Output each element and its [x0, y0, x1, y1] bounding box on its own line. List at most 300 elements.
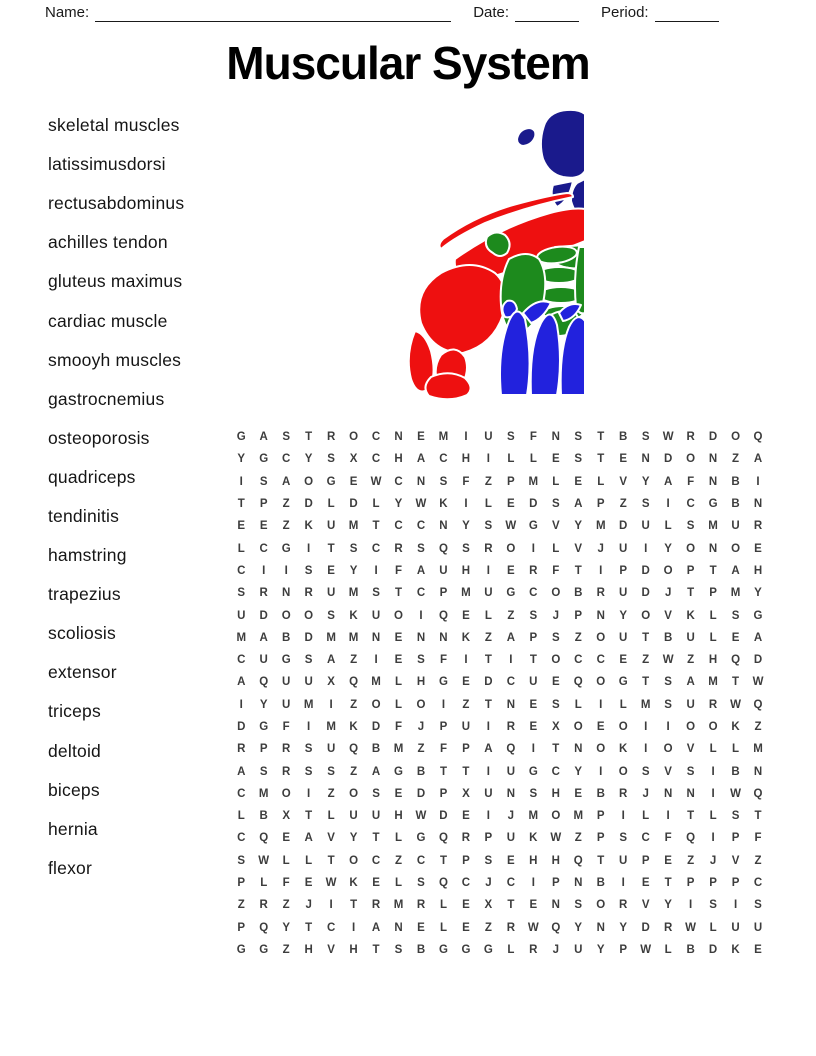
grid-letter: R — [304, 587, 313, 600]
grid-letter: V — [551, 520, 560, 533]
grid-letter: M — [326, 721, 336, 733]
grid-letter: B — [416, 943, 426, 956]
grid-letter: Z — [350, 765, 358, 778]
grid-letter: S — [259, 765, 268, 778]
grid-letter: O — [663, 743, 673, 756]
grid-letter: W — [415, 498, 427, 511]
grid-letter: L — [552, 475, 560, 488]
grid-row — [230, 627, 769, 649]
grid-letter: Y — [574, 921, 583, 934]
grid-letter: U — [326, 520, 336, 533]
grid-letter: I — [509, 654, 513, 667]
grid-letter: M — [528, 810, 539, 823]
grid-row — [230, 783, 769, 805]
grid-letter: C — [394, 475, 403, 488]
grid-row — [230, 894, 769, 916]
grid-letter: Y — [259, 698, 268, 711]
grid-letter: W — [662, 431, 674, 444]
grid-letter: J — [552, 943, 559, 956]
grid-letter: U — [506, 765, 516, 778]
grid-letter: F — [282, 721, 290, 733]
letter-grid — [230, 426, 769, 961]
grid-letter: M — [640, 698, 651, 711]
grid-letter: N — [282, 587, 291, 600]
grid-letter: P — [596, 810, 605, 823]
grid-letter: P — [596, 832, 605, 845]
grid-row — [230, 471, 769, 493]
grid-letter: E — [641, 877, 650, 890]
grid-letter: Q — [349, 676, 359, 689]
grid-letter: G — [438, 676, 448, 689]
grid-letter: L — [282, 854, 290, 867]
grid-letter: F — [439, 654, 447, 667]
grid-letter: A — [237, 765, 246, 778]
grid-letter: I — [486, 453, 490, 466]
grid-letter: M — [393, 899, 404, 912]
grid-letter: R — [619, 899, 628, 912]
word-list-item: biceps — [48, 779, 100, 800]
grid-letter: C — [237, 564, 246, 577]
grid-letter: Q — [753, 431, 763, 444]
grid-letter: O — [304, 609, 314, 622]
grid-letter: M — [438, 431, 449, 444]
grid-letter: U — [484, 587, 493, 600]
grid-letter: I — [486, 564, 490, 577]
grid-letter: R — [663, 921, 673, 934]
grid-letter: Y — [349, 564, 358, 577]
grid-letter: W — [730, 698, 741, 711]
grid-letter: W — [730, 787, 741, 800]
grid-letter: T — [642, 631, 650, 644]
grid-letter: O — [349, 854, 359, 867]
grid-letter: I — [644, 542, 648, 555]
grid-letter: Z — [507, 609, 515, 622]
grid-row — [230, 560, 769, 582]
grid-letter: P — [439, 587, 448, 600]
grid-letter: E — [619, 453, 628, 466]
grid-letter: E — [507, 564, 515, 577]
grid-letter: M — [348, 631, 359, 644]
word-list-item: hamstring — [48, 545, 127, 566]
grid-letter: F — [439, 743, 447, 756]
grid-letter: C — [259, 542, 268, 555]
grid-letter: R — [529, 943, 538, 956]
word-list-item: extensor — [48, 662, 117, 683]
grid-letter: H — [349, 943, 358, 956]
grid-letter: A — [416, 564, 426, 577]
grid-letter: T — [327, 854, 335, 867]
grid-letter: G — [326, 475, 336, 488]
grid-letter: R — [484, 542, 493, 555]
grid-letter: Y — [462, 520, 470, 533]
grid-letter: Z — [619, 498, 627, 511]
grid-letter: A — [731, 564, 740, 577]
grid-letter: U — [326, 743, 336, 756]
grid-letter: C — [529, 587, 538, 600]
grid-letter: F — [552, 564, 560, 577]
grid-letter: U — [326, 587, 336, 600]
grid-letter: K — [686, 609, 695, 622]
grid-letter: K — [439, 498, 448, 511]
grid-letter: E — [754, 943, 762, 956]
grid-letter: D — [708, 943, 718, 956]
grid-letter: U — [619, 587, 628, 600]
grid-letter: C — [237, 787, 246, 800]
grid-letter: R — [326, 431, 336, 444]
grid-letter: I — [599, 564, 603, 577]
grid-letter: G — [259, 943, 269, 956]
grid-letter: Z — [754, 721, 762, 733]
grid-letter: L — [395, 698, 403, 711]
grid-row — [230, 917, 769, 939]
grid-letter: S — [551, 698, 560, 711]
grid-letter: C — [237, 654, 246, 667]
grid-letter: M — [258, 787, 269, 800]
grid-letter: N — [708, 475, 718, 488]
grid-letter: Z — [237, 899, 245, 912]
grid-letter: H — [461, 564, 471, 577]
grid-letter: O — [416, 698, 426, 711]
grid-letter: H — [529, 854, 538, 867]
grid-letter: P — [709, 587, 717, 600]
grid-letter: V — [574, 542, 583, 555]
grid-letter: Q — [259, 832, 269, 845]
grid-letter: O — [281, 609, 291, 622]
grid-letter: V — [327, 943, 335, 956]
grid-letter: M — [753, 743, 763, 756]
grid-letter: O — [394, 609, 403, 622]
grid-letter: H — [551, 787, 560, 800]
word-list-item: achilles tendon — [48, 232, 168, 253]
grid-letter: W — [415, 810, 427, 823]
grid-letter: A — [259, 631, 268, 644]
grid-letter: U — [753, 921, 763, 934]
grid-letter: L — [709, 631, 717, 644]
grid-letter: Y — [282, 921, 290, 934]
grid-letter: S — [327, 453, 335, 466]
grid-letter: Q — [731, 654, 741, 667]
grid-letter: C — [686, 498, 695, 511]
grid-letter: Z — [350, 654, 358, 667]
grid-letter: I — [239, 475, 243, 488]
grid-letter: B — [731, 765, 740, 778]
grid-letter: T — [732, 676, 740, 689]
grid-letter: A — [371, 921, 381, 934]
grid-letter: L — [709, 743, 717, 756]
grid-letter: S — [507, 431, 515, 444]
grid-letter: R — [282, 743, 291, 756]
grid-letter: L — [395, 832, 403, 845]
grid-letter: T — [574, 564, 582, 577]
word-list-item: triceps — [48, 701, 101, 722]
grid-letter: I — [531, 542, 535, 555]
grid-letter: Y — [664, 899, 672, 912]
grid-letter: V — [686, 743, 695, 756]
word-list-item: quadriceps — [48, 466, 136, 487]
grid-letter: N — [686, 787, 695, 800]
grid-letter: R — [259, 899, 268, 912]
grid-letter: G — [506, 587, 516, 600]
grid-letter: M — [528, 475, 539, 488]
grid-letter: A — [282, 475, 291, 488]
grid-letter: B — [731, 498, 740, 511]
grid-letter: A — [663, 475, 673, 488]
grid-letter: G — [708, 498, 718, 511]
grid-letter: E — [507, 854, 515, 867]
grid-letter: N — [574, 743, 583, 756]
grid-letter: D — [439, 810, 448, 823]
grid-letter: P — [462, 743, 470, 756]
grid-letter: F — [395, 564, 403, 577]
grid-letter: S — [417, 542, 425, 555]
grid-letter: L — [709, 810, 717, 823]
grid-letter: E — [574, 475, 583, 488]
grid-letter: M — [393, 743, 404, 756]
grid-letter: N — [753, 498, 763, 511]
grid-letter: S — [754, 899, 762, 912]
grid-letter: Z — [417, 743, 425, 756]
grid-letter: G — [438, 943, 448, 956]
grid-letter: S — [394, 943, 403, 956]
grid-letter: T — [439, 854, 447, 867]
grid-letter: P — [619, 564, 628, 577]
grid-letter: O — [618, 721, 628, 733]
grid-letter: K — [349, 877, 358, 890]
grid-letter: P — [574, 609, 583, 622]
grid-letter: O — [349, 787, 359, 800]
grid-letter: U — [574, 943, 583, 956]
grid-letter: S — [237, 587, 246, 600]
grid-letter: Q — [438, 609, 448, 622]
grid-letter: L — [237, 810, 245, 823]
grid-letter: Z — [484, 475, 492, 488]
grid-letter: V — [664, 609, 672, 622]
grid-letter: S — [641, 431, 650, 444]
grid-letter: C — [416, 854, 426, 867]
grid-letter: I — [666, 498, 670, 511]
grid-letter: B — [731, 475, 740, 488]
grid-letter: U — [619, 854, 628, 867]
grid-letter: N — [663, 787, 673, 800]
grid-letter: E — [462, 921, 470, 934]
grid-letter: I — [419, 609, 423, 622]
grid-letter: M — [348, 520, 359, 533]
grid-letter: I — [464, 431, 468, 444]
grid-letter: L — [395, 877, 403, 890]
grid-letter: R — [619, 787, 628, 800]
grid-letter: O — [573, 721, 583, 733]
grid-letter: I — [531, 743, 535, 756]
grid-letter: T — [439, 765, 447, 778]
grid-letter: L — [327, 498, 335, 511]
grid-letter: L — [529, 453, 537, 466]
grid-letter: T — [709, 564, 717, 577]
grid-letter: I — [464, 654, 468, 667]
grid-letter: O — [686, 453, 696, 466]
grid-letter: O — [349, 431, 359, 444]
grid-letter: G — [528, 765, 538, 778]
grid-letter: I — [711, 832, 715, 845]
grid-letter: O — [551, 654, 561, 667]
grid-letter: X — [282, 810, 290, 823]
grid-row — [230, 493, 769, 515]
grid-letter: M — [303, 698, 314, 711]
grid-letter: M — [708, 676, 718, 689]
grid-letter: M — [326, 631, 336, 644]
grid-letter: F — [664, 832, 672, 845]
grid-letter: X — [462, 787, 470, 800]
grid-letter: U — [686, 631, 695, 644]
grid-letter: L — [597, 475, 605, 488]
period-label: Period: — [601, 4, 649, 21]
grid-letter: D — [371, 721, 381, 733]
grid-letter: I — [374, 654, 378, 667]
grid-letter: Y — [596, 943, 605, 956]
grid-letter: L — [305, 854, 313, 867]
grid-letter: C — [416, 520, 426, 533]
grid-letter: B — [282, 631, 291, 644]
grid-letter: E — [417, 921, 425, 934]
grid-letter: E — [529, 698, 538, 711]
grid-letter: W — [258, 854, 270, 867]
grid-letter: H — [708, 654, 718, 667]
grid-letter: E — [394, 654, 403, 667]
grid-letter: J — [305, 899, 312, 912]
grid-letter: B — [416, 765, 426, 778]
grid-letter: R — [686, 431, 695, 444]
grid-letter: S — [282, 431, 290, 444]
grid-letter: I — [307, 721, 311, 733]
grid-letter: N — [551, 899, 560, 912]
grid-letter: Y — [394, 498, 403, 511]
grid-letter: F — [754, 832, 762, 845]
grid-letter: K — [529, 832, 538, 845]
grid-letter: U — [484, 431, 493, 444]
grid-letter: A — [416, 453, 426, 466]
grid-letter: S — [439, 475, 448, 488]
grid-letter: S — [529, 787, 538, 800]
grid-letter: S — [731, 609, 740, 622]
grid-letter: M — [371, 676, 381, 689]
grid-letter: N — [371, 631, 381, 644]
word-list-item: flexor — [48, 857, 92, 878]
grid-letter: C — [439, 453, 448, 466]
grid-row — [230, 515, 769, 537]
grid-letter: T — [484, 698, 492, 711]
grid-letter: K — [731, 721, 740, 733]
muscle-figure-illustration — [405, 107, 590, 402]
grid-letter: D — [641, 921, 650, 934]
grid-letter: O — [281, 787, 291, 800]
grid-letter: Z — [687, 654, 695, 667]
grid-letter: S — [327, 609, 335, 622]
grid-letter: S — [574, 431, 583, 444]
grid-letter: S — [619, 832, 628, 845]
grid-letter: C — [371, 854, 381, 867]
grid-letter: S — [709, 899, 717, 912]
grid-row — [230, 939, 769, 961]
grid-letter: V — [619, 475, 628, 488]
grid-letter: T — [484, 654, 492, 667]
grid-letter: Q — [438, 542, 448, 555]
grid-letter: Y — [641, 475, 650, 488]
grid-letter: N — [753, 765, 763, 778]
grid-letter: D — [349, 498, 358, 511]
grid-letter: A — [259, 431, 268, 444]
grid-letter: E — [259, 520, 268, 533]
grid-row — [230, 426, 769, 448]
grid-letter: W — [662, 654, 674, 667]
grid-letter: I — [531, 877, 535, 890]
grid-letter: U — [371, 810, 381, 823]
grid-letter: I — [464, 498, 468, 511]
grid-letter: U — [439, 564, 448, 577]
name-label: Name: — [45, 4, 90, 21]
grid-letter: I — [284, 564, 288, 577]
grid-letter: W — [640, 943, 652, 956]
grid-letter: A — [371, 765, 381, 778]
grid-row — [230, 738, 769, 760]
grid-letter: X — [349, 453, 358, 466]
grid-letter: N — [641, 453, 650, 466]
grid-letter: S — [529, 609, 538, 622]
grid-row — [230, 716, 769, 738]
grid-letter: B — [596, 877, 605, 890]
grid-letter: V — [327, 832, 335, 845]
grid-letter: G — [259, 721, 269, 733]
grid-letter: L — [619, 698, 627, 711]
grid-letter: D — [416, 787, 426, 800]
grid-letter: L — [574, 698, 582, 711]
grid-letter: E — [462, 899, 470, 912]
grid-letter: P — [507, 475, 515, 488]
grid-letter: T — [372, 520, 380, 533]
grid-letter: U — [686, 698, 695, 711]
word-list-item: smooyh muscles — [48, 349, 182, 370]
grid-letter: M — [730, 587, 741, 600]
grid-letter: W — [685, 921, 697, 934]
grid-letter: C — [371, 453, 381, 466]
grid-letter: R — [259, 587, 268, 600]
grid-letter: G — [618, 676, 628, 689]
grid-letter: I — [307, 787, 311, 800]
grid-letter: C — [506, 877, 516, 890]
grid-letter: R — [394, 542, 403, 555]
grid-letter: R — [506, 721, 516, 733]
grid-letter: O — [686, 721, 696, 733]
grid-letter: R — [753, 520, 763, 533]
grid-letter: G — [259, 453, 269, 466]
grid-letter: U — [282, 698, 291, 711]
grid-letter: G — [461, 943, 471, 956]
grid-letter: L — [439, 899, 447, 912]
grid-letter: G — [528, 520, 538, 533]
grid-letter: U — [259, 654, 268, 667]
grid-letter: Z — [574, 631, 582, 644]
grid-letter: Q — [551, 921, 561, 934]
grid-letter: U — [304, 676, 313, 689]
grid-letter: C — [326, 921, 336, 934]
grid-letter: E — [529, 721, 538, 733]
grid-letter: X — [551, 721, 560, 733]
grid-letter: L — [732, 743, 740, 756]
grid-letter: P — [641, 854, 650, 867]
grid-letter: D — [304, 631, 313, 644]
grid-row — [230, 827, 769, 849]
grid-row — [230, 537, 769, 559]
grid-letter: Z — [395, 854, 403, 867]
grid-letter: L — [709, 921, 717, 934]
